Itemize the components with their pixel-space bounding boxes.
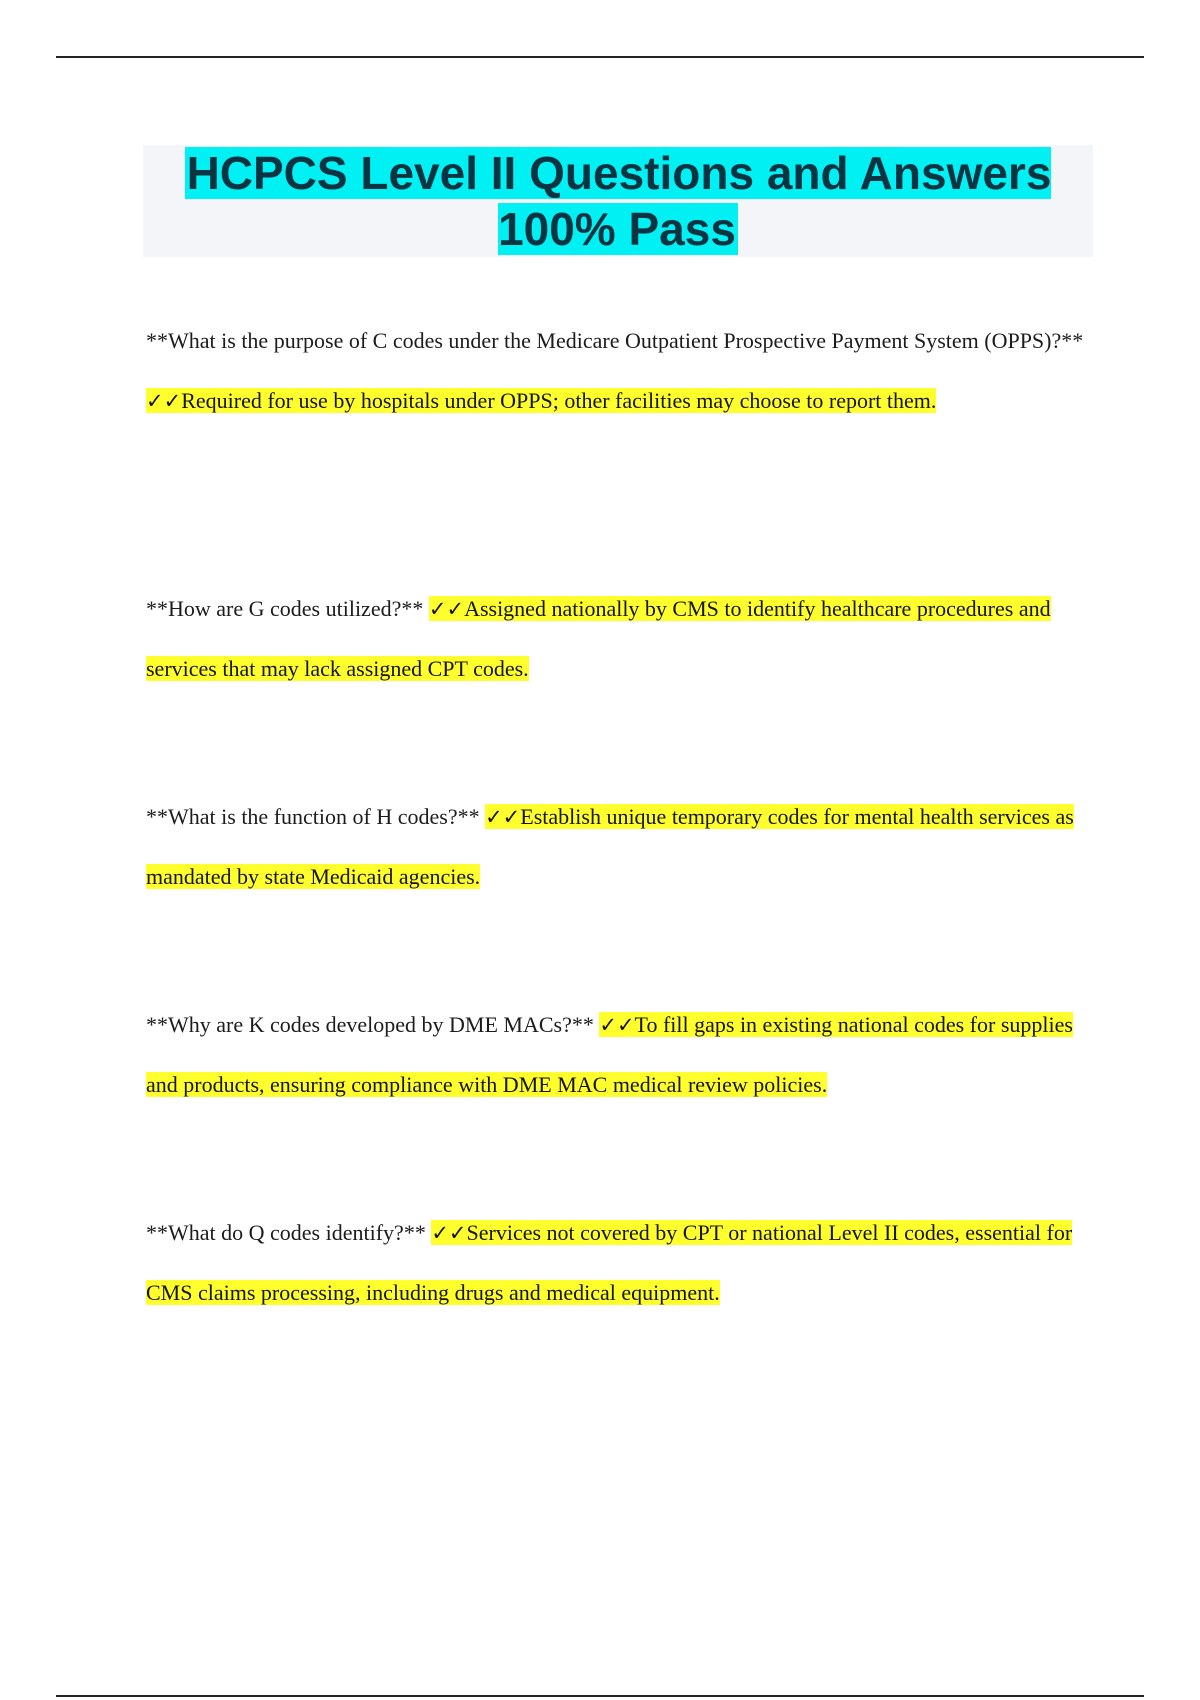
qa-item — [146, 995, 1086, 1115]
double-check-icon: ✓✓ — [431, 1221, 467, 1245]
header-rule — [56, 56, 1144, 58]
qa-item — [146, 787, 1086, 907]
double-check-icon: ✓✓ — [599, 1013, 635, 1037]
question-text: **What is the purpose of C codes under the Medicare Outpatient Prospective Payment System (OPPS)?** — [146, 328, 1084, 353]
question-text: **How are G codes utilized?** — [146, 596, 424, 621]
answer-highlight — [146, 388, 936, 413]
answer-text: Assigned nationally by CMS to identify healthcare procedures and services that may lack assigned CPT codes. — [146, 596, 1051, 681]
answer-text: Services not covered by CPT or national Level II codes, essential for CMS claims processing, including drugs and medical equipment. — [146, 1220, 1073, 1305]
document-title-text: HCPCS Level II Questions and Answers 100% Pass — [186, 147, 1052, 255]
double-check-icon: ✓✓ — [428, 597, 465, 621]
double-check-icon: ✓✓ — [485, 805, 521, 829]
qa-item — [146, 1203, 1086, 1323]
answer-text: Required for use by hospitals under OPPS; other facilities may choose to report them. — [181, 388, 937, 413]
footer-rule — [56, 1695, 1144, 1697]
question-text: **Why are K codes developed by DME MACs?** — [146, 1012, 594, 1037]
qa-item — [146, 311, 1086, 431]
question-text: **What do Q codes identify?** — [146, 1220, 426, 1245]
question-text: **What is the function of H codes?** — [146, 804, 480, 829]
document-title — [143, 145, 1093, 257]
double-check-icon: ✓✓ — [146, 389, 182, 413]
qa-item — [146, 579, 1086, 699]
answer-text: Establish unique temporary codes for mental health services as mandated by state Medicaid agencies. — [146, 804, 1074, 889]
answer-text: To fill gaps in existing national codes for supplies and products, ensuring compliance with DME MAC medical review policies. — [146, 1012, 1073, 1097]
